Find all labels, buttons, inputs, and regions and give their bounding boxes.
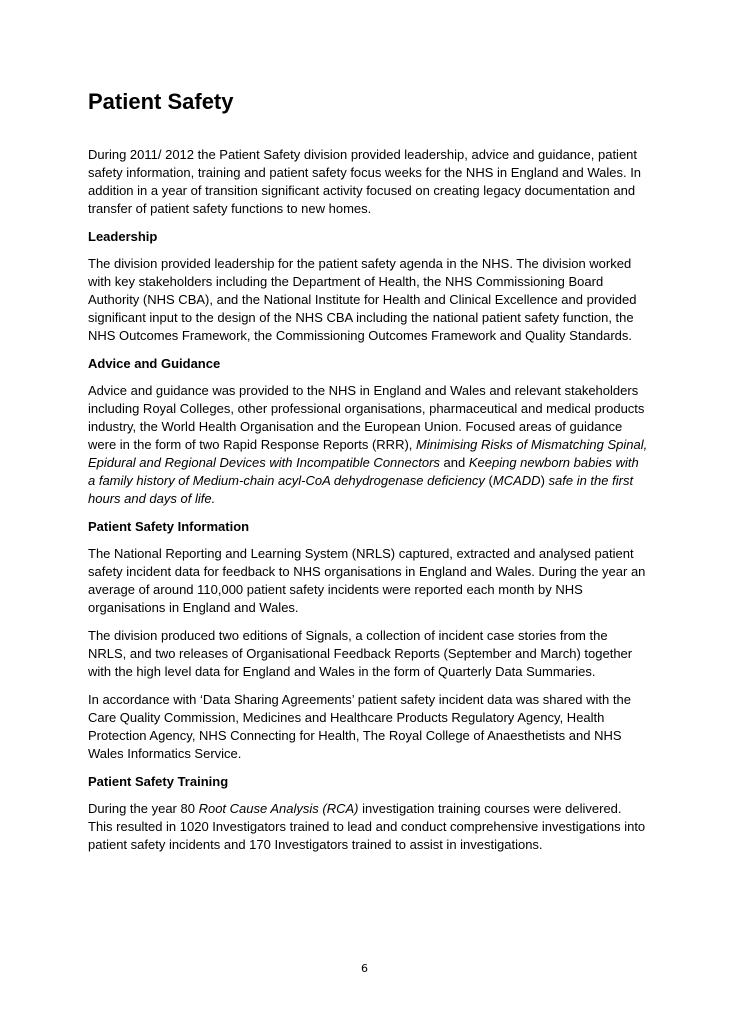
advice-body-lead: Advice and guidance was provided to the NHS in England and Wales and relevant stakeholders including Royal Colleges, other professional organisations, pharmaceutical and medical products industry, the World Health Organisation and the European Union. Focused areas of guidance were in the form of two Rapid Response Reports (RRR), — [88, 383, 645, 452]
training-body-tail: investigation training courses were delivered. This resulted in 1020 Investigators trained to lead and conduct comprehensive investigations into patient safety incidents and 170 Investigators trained to assist in investigations. — [88, 801, 646, 852]
rrr-title-mcadd: Keeping newborn babies with a family history of Medium-chain acyl-CoA dehydrogenase deficiency — [88, 455, 639, 488]
rrr-title-spinal: Minimising Risks of Mismatching Spinal, Epidural and Regional Devices with Incompatible Connectors — [88, 437, 648, 470]
rrr-title-mcadd-tail: safe in the first hours and days of life. — [88, 473, 634, 506]
training-heading: Patient Safety Training — [88, 774, 229, 789]
advice-connector: and — [439, 455, 469, 470]
information-paragraph-3: In accordance with ‘Data Sharing Agreements’ patient safety incident data was shared with the Care Quality Commission, Medicines and Healthcare Products Regulatory Agency, Health Protection Agency, NHS Connecting for Health, The Royal College of Anaesthetists and NHS Wales Informatics Service. — [88, 692, 631, 761]
information-paragraph-1: The National Reporting and Learning System (NRLS) captured, extracted and analysed patient safety incident data for feedback to NHS organisations in England and Wales. During the year an average of around 110,000 patient safety incidents were reported each month by NHS organisations in England and Wales. — [88, 546, 646, 615]
information-paragraph-2: The division produced two editions of Signals, a collection of incident case stories from the NRLS, and two releases of Organisational Feedback Reports (September and March) together with the high level data for England and Wales in the form of Quarterly Data Summaries. — [88, 628, 633, 679]
mcadd-abbrev: MCADD — [492, 473, 541, 488]
paren-close: ) — [540, 473, 545, 488]
leadership-heading: Leadership — [88, 229, 158, 244]
page-title: Patient Safety — [88, 89, 234, 114]
page-number: 6 — [361, 962, 368, 975]
document-page — [88, 88, 648, 864]
advice-paragraph — [88, 382, 648, 508]
paren-open: ( — [484, 473, 493, 488]
training-body-lead: During the year 80 — [88, 801, 199, 816]
information-heading: Patient Safety Information — [88, 519, 250, 534]
intro-paragraph: During 2011/ 2012 the Patient Safety division provided leadership, advice and guidance, patient safety information, training and patient safety focus weeks for the NHS in England and Wales. In addition in a year of transition significant activity focused on creating legacy documentation and transfer of patient safety functions to new homes. — [88, 147, 642, 216]
training-paragraph — [88, 800, 648, 854]
rca-term: Root Cause Analysis (RCA) — [198, 801, 359, 816]
advice-heading: Advice and Guidance — [88, 356, 221, 371]
leadership-paragraph: The division provided leadership for the patient safety agenda in the NHS. The division worked with key stakeholders including the Department of Health, the NHS Commissioning Board Authority (NHS CBA), and the National Institute for Health and Clinical Excellence and provided significant input to the design of the NHS CBA including the national patient safety function, the NHS Outcomes Framework, the Commissioning Outcomes Framework and Quality Standards. — [88, 256, 637, 343]
